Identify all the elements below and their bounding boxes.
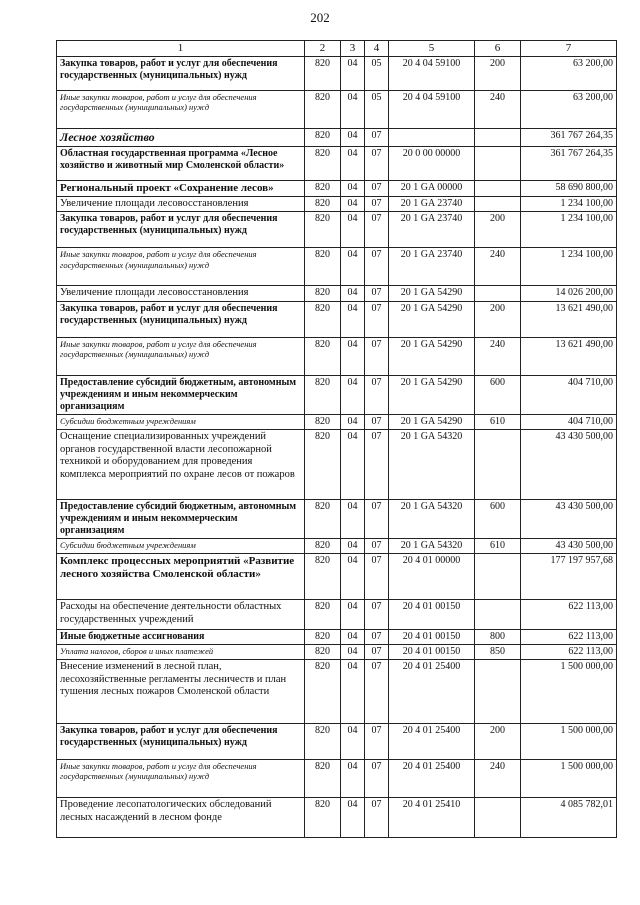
item-name-cell: Закупка товаров, работ и услуг для обеспечения государственных (муниципальных) нужд — [57, 212, 305, 248]
column-header: 7 — [521, 41, 617, 57]
column-header: 4 — [365, 41, 389, 57]
item-name-cell: Внесение изменений в лесной план, лесохозяйственные регламенты лесничеств и план тушения лесных пожаров Смоленской области — [57, 659, 305, 723]
table-row — [57, 375, 617, 414]
item-name-cell: Комплекс процессных мероприятий «Развитие лесного хозяйства Смоленской области» — [57, 553, 305, 599]
expense-type-code-cell — [475, 286, 521, 302]
subsection-code-cell: 07 — [365, 538, 389, 553]
subsection-code-cell: 05 — [365, 57, 389, 91]
table-row — [57, 759, 617, 797]
expense-type-code-cell: 240 — [475, 248, 521, 286]
item-name-cell: Предоставление субсидий бюджетным, автономным учреждениям и иным некоммерческим организациям — [57, 499, 305, 538]
expense-type-code-cell: 240 — [475, 759, 521, 797]
section-code-cell: 04 — [341, 538, 365, 553]
item-name-cell: Иные закупки товаров, работ и услуг для обеспечения государственных (муниципальных) нужд — [57, 759, 305, 797]
table-row — [57, 429, 617, 499]
subsection-code-cell: 07 — [365, 723, 389, 759]
item-name-cell: Иные закупки товаров, работ и услуг для обеспечения государственных (муниципальных) нужд — [57, 337, 305, 375]
table-row — [57, 538, 617, 553]
item-name-cell: Оснащение специализированных учреждений органов государственной власти лесопожарной техникой и оборудованием для проведения комплекса мероприятий по охране лесов от пожаров — [57, 429, 305, 499]
expense-type-code-cell — [475, 129, 521, 146]
section-code-cell: 04 — [341, 91, 365, 129]
amount-cell: 43 430 500,00 — [521, 429, 617, 499]
page-number: 202 — [310, 10, 330, 25]
amount-cell: 1 234 100,00 — [521, 212, 617, 248]
section-code-cell: 04 — [341, 248, 365, 286]
amount-cell: 1 234 100,00 — [521, 248, 617, 286]
section-code-cell: 04 — [341, 375, 365, 414]
ministry-code-cell: 820 — [305, 337, 341, 375]
ministry-code-cell: 820 — [305, 429, 341, 499]
target-article-code-cell: 20 1 GA 54290 — [389, 337, 475, 375]
subsection-code-cell: 07 — [365, 129, 389, 146]
section-code-cell: 04 — [341, 659, 365, 723]
section-code-cell: 04 — [341, 429, 365, 499]
table-row — [57, 129, 617, 146]
table-row — [57, 599, 617, 629]
subsection-code-cell: 07 — [365, 644, 389, 659]
section-code-cell: 04 — [341, 57, 365, 91]
item-name-cell: Региональный проект «Сохранение лесов» — [57, 180, 305, 196]
item-name-cell: Областная государственная программа «Лесное хозяйство и животный мир Смоленской области» — [57, 146, 305, 180]
item-name-cell: Уплата налогов, сборов и иных платежей — [57, 644, 305, 659]
table-row — [57, 723, 617, 759]
subsection-code-cell: 07 — [365, 414, 389, 429]
ministry-code-cell: 820 — [305, 180, 341, 196]
target-article-code-cell: 20 1 GA 23740 — [389, 248, 475, 286]
amount-cell: 404 710,00 — [521, 414, 617, 429]
section-code-cell: 04 — [341, 180, 365, 196]
amount-cell: 4 085 782,01 — [521, 797, 617, 837]
ministry-code-cell: 820 — [305, 414, 341, 429]
section-code-cell: 04 — [341, 337, 365, 375]
section-code-cell: 04 — [341, 599, 365, 629]
expense-type-code-cell: 600 — [475, 375, 521, 414]
target-article-code-cell: 20 1 GA 54290 — [389, 301, 475, 337]
expense-type-code-cell — [475, 429, 521, 499]
amount-cell: 1 500 000,00 — [521, 723, 617, 759]
ministry-code-cell: 820 — [305, 375, 341, 414]
amount-cell: 58 690 800,00 — [521, 180, 617, 196]
amount-cell: 622 113,00 — [521, 599, 617, 629]
table-row — [57, 91, 617, 129]
table-row — [57, 337, 617, 375]
table-row — [57, 286, 617, 302]
amount-cell: 361 767 264,35 — [521, 146, 617, 180]
expense-type-code-cell — [475, 146, 521, 180]
table-header-row — [57, 41, 617, 57]
section-code-cell: 04 — [341, 196, 365, 212]
amount-cell: 63 200,00 — [521, 57, 617, 91]
subsection-code-cell: 07 — [365, 759, 389, 797]
ministry-code-cell: 820 — [305, 599, 341, 629]
expense-type-code-cell — [475, 553, 521, 599]
item-name-cell: Иные закупки товаров, работ и услуг для обеспечения государственных (муниципальных) нужд — [57, 248, 305, 286]
subsection-code-cell: 05 — [365, 91, 389, 129]
target-article-code-cell: 20 4 01 25400 — [389, 659, 475, 723]
table-row — [57, 301, 617, 337]
column-header: 2 — [305, 41, 341, 57]
subsection-code-cell: 07 — [365, 429, 389, 499]
target-article-code-cell: 20 1 GA 54320 — [389, 429, 475, 499]
ministry-code-cell: 820 — [305, 57, 341, 91]
section-code-cell: 04 — [341, 797, 365, 837]
ministry-code-cell: 820 — [305, 644, 341, 659]
target-article-code-cell: 20 1 GA 23740 — [389, 196, 475, 212]
subsection-code-cell: 07 — [365, 599, 389, 629]
column-header: 3 — [341, 41, 365, 57]
target-article-code-cell: 20 4 01 25400 — [389, 723, 475, 759]
target-article-code-cell: 20 4 01 00150 — [389, 599, 475, 629]
target-article-code-cell: 20 1 GA 23740 — [389, 212, 475, 248]
expense-type-code-cell — [475, 196, 521, 212]
item-name-cell: Иные закупки товаров, работ и услуг для обеспечения государственных (муниципальных) нужд — [57, 91, 305, 129]
ministry-code-cell: 820 — [305, 212, 341, 248]
expense-type-code-cell — [475, 599, 521, 629]
table-row — [57, 248, 617, 286]
amount-cell: 622 113,00 — [521, 629, 617, 644]
subsection-code-cell: 07 — [365, 375, 389, 414]
column-header: 5 — [389, 41, 475, 57]
table-row — [57, 146, 617, 180]
target-article-code-cell: 20 1 GA 54320 — [389, 538, 475, 553]
expense-type-code-cell: 240 — [475, 337, 521, 375]
ministry-code-cell: 820 — [305, 248, 341, 286]
section-code-cell: 04 — [341, 146, 365, 180]
expense-type-code-cell: 200 — [475, 723, 521, 759]
subsection-code-cell: 07 — [365, 301, 389, 337]
table-row — [57, 797, 617, 837]
ministry-code-cell: 820 — [305, 146, 341, 180]
target-article-code-cell: 20 1 GA 54290 — [389, 414, 475, 429]
ministry-code-cell: 820 — [305, 286, 341, 302]
section-code-cell: 04 — [341, 301, 365, 337]
item-name-cell: Расходы на обеспечение деятельности областных государственных учреждений — [57, 599, 305, 629]
ministry-code-cell: 820 — [305, 129, 341, 146]
item-name-cell: Иные бюджетные ассигнования — [57, 629, 305, 644]
target-article-code-cell: 20 0 00 00000 — [389, 146, 475, 180]
expense-type-code-cell: 610 — [475, 414, 521, 429]
ministry-code-cell: 820 — [305, 659, 341, 723]
subsection-code-cell: 07 — [365, 337, 389, 375]
section-code-cell: 04 — [341, 629, 365, 644]
target-article-code-cell: 20 4 04 59100 — [389, 91, 475, 129]
target-article-code-cell: 20 4 01 00150 — [389, 644, 475, 659]
expense-type-code-cell: 200 — [475, 301, 521, 337]
target-article-code-cell: 20 4 04 59100 — [389, 57, 475, 91]
section-code-cell: 04 — [341, 644, 365, 659]
expense-type-code-cell: 200 — [475, 212, 521, 248]
item-name-cell: Закупка товаров, работ и услуг для обеспечения государственных (муниципальных) нужд — [57, 723, 305, 759]
ministry-code-cell: 820 — [305, 499, 341, 538]
ministry-code-cell: 820 — [305, 301, 341, 337]
ministry-code-cell: 820 — [305, 629, 341, 644]
table-row — [57, 196, 617, 212]
subsection-code-cell: 07 — [365, 797, 389, 837]
amount-cell: 63 200,00 — [521, 91, 617, 129]
expense-type-code-cell: 610 — [475, 538, 521, 553]
item-name-cell: Предоставление субсидий бюджетным, автономным учреждениям и иным некоммерческим организациям — [57, 375, 305, 414]
column-header: 6 — [475, 41, 521, 57]
expense-type-code-cell — [475, 659, 521, 723]
target-article-code-cell: 20 1 GA 54290 — [389, 286, 475, 302]
subsection-code-cell: 07 — [365, 180, 389, 196]
ministry-code-cell: 820 — [305, 759, 341, 797]
subsection-code-cell: 07 — [365, 553, 389, 599]
item-name-cell: Субсидии бюджетным учреждениям — [57, 414, 305, 429]
target-article-code-cell: 20 4 01 00150 — [389, 629, 475, 644]
subsection-code-cell: 07 — [365, 196, 389, 212]
subsection-code-cell: 07 — [365, 499, 389, 538]
subsection-code-cell: 07 — [365, 212, 389, 248]
section-code-cell: 04 — [341, 499, 365, 538]
expense-type-code-cell: 240 — [475, 91, 521, 129]
expense-type-code-cell: 800 — [475, 629, 521, 644]
table-row — [57, 644, 617, 659]
target-article-code-cell — [389, 129, 475, 146]
target-article-code-cell: 20 1 GA 54290 — [389, 375, 475, 414]
table-row — [57, 57, 617, 91]
subsection-code-cell: 07 — [365, 146, 389, 180]
item-name-cell: Закупка товаров, работ и услуг для обеспечения государственных (муниципальных) нужд — [57, 57, 305, 91]
amount-cell: 1 500 000,00 — [521, 759, 617, 797]
amount-cell: 361 767 264,35 — [521, 129, 617, 146]
expense-type-code-cell: 200 — [475, 57, 521, 91]
section-code-cell: 04 — [341, 723, 365, 759]
ministry-code-cell: 820 — [305, 91, 341, 129]
item-name-cell: Увеличение площади лесовосстановления — [57, 286, 305, 302]
table-row — [57, 553, 617, 599]
amount-cell: 1 500 000,00 — [521, 659, 617, 723]
section-code-cell: 04 — [341, 212, 365, 248]
table-row — [57, 499, 617, 538]
item-name-cell: Проведение лесопатологических обследований лесных насаждений в лесном фонде — [57, 797, 305, 837]
amount-cell: 177 197 957,68 — [521, 553, 617, 599]
item-name-cell: Закупка товаров, работ и услуг для обеспечения государственных (муниципальных) нужд — [57, 301, 305, 337]
subsection-code-cell: 07 — [365, 248, 389, 286]
ministry-code-cell: 820 — [305, 797, 341, 837]
ministry-code-cell: 820 — [305, 553, 341, 599]
table-row — [57, 180, 617, 196]
section-code-cell: 04 — [341, 759, 365, 797]
target-article-code-cell: 20 4 01 00000 — [389, 553, 475, 599]
section-code-cell: 04 — [341, 129, 365, 146]
item-name-cell: Субсидии бюджетным учреждениям — [57, 538, 305, 553]
amount-cell: 13 621 490,00 — [521, 337, 617, 375]
ministry-code-cell: 820 — [305, 538, 341, 553]
target-article-code-cell: 20 4 01 25410 — [389, 797, 475, 837]
amount-cell: 43 430 500,00 — [521, 538, 617, 553]
amount-cell: 13 621 490,00 — [521, 301, 617, 337]
amount-cell: 43 430 500,00 — [521, 499, 617, 538]
amount-cell: 1 234 100,00 — [521, 196, 617, 212]
item-name-cell: Лесное хозяйство — [57, 129, 305, 146]
amount-cell: 14 026 200,00 — [521, 286, 617, 302]
table-row — [57, 212, 617, 248]
amount-cell: 622 113,00 — [521, 644, 617, 659]
target-article-code-cell: 20 1 GA 00000 — [389, 180, 475, 196]
target-article-code-cell: 20 4 01 25400 — [389, 759, 475, 797]
subsection-code-cell: 07 — [365, 659, 389, 723]
expense-type-code-cell — [475, 180, 521, 196]
expense-type-code-cell: 850 — [475, 644, 521, 659]
item-name-cell: Увеличение площади лесовосстановления — [57, 196, 305, 212]
ministry-code-cell: 820 — [305, 196, 341, 212]
expense-type-code-cell: 600 — [475, 499, 521, 538]
section-code-cell: 04 — [341, 553, 365, 599]
target-article-code-cell: 20 1 GA 54320 — [389, 499, 475, 538]
section-code-cell: 04 — [341, 286, 365, 302]
table-row — [57, 414, 617, 429]
table-row — [57, 659, 617, 723]
table-row — [57, 629, 617, 644]
column-header: 1 — [57, 41, 305, 57]
subsection-code-cell: 07 — [365, 286, 389, 302]
expense-type-code-cell — [475, 797, 521, 837]
budget-table — [56, 40, 617, 838]
amount-cell: 404 710,00 — [521, 375, 617, 414]
subsection-code-cell: 07 — [365, 629, 389, 644]
section-code-cell: 04 — [341, 414, 365, 429]
ministry-code-cell: 820 — [305, 723, 341, 759]
